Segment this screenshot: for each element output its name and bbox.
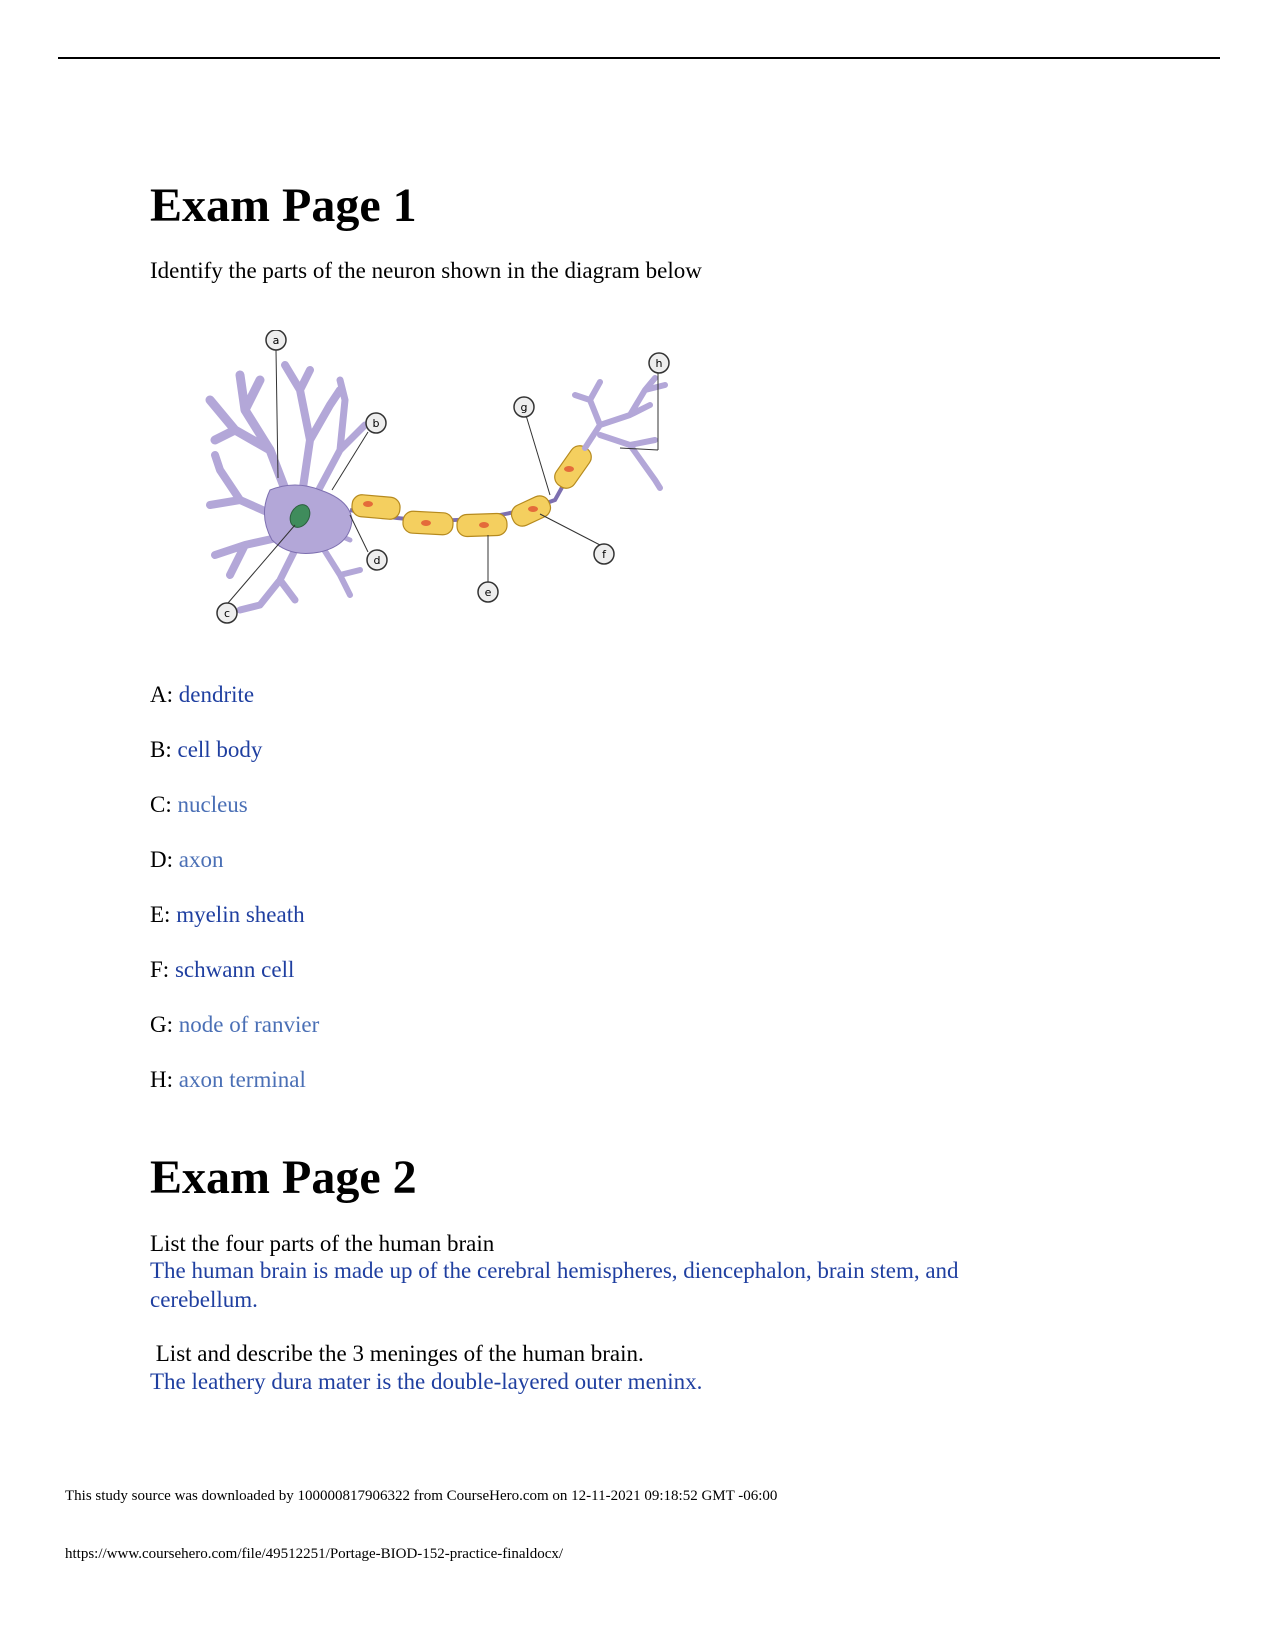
label-f <box>594 544 614 564</box>
answer-b <box>150 735 262 764</box>
answer-a-letter: A: <box>150 682 173 707</box>
axon-terminals <box>575 378 665 488</box>
label-b <box>366 413 386 433</box>
label-e <box>478 582 498 602</box>
answer-d-text: axon <box>178 847 224 872</box>
label-h <box>649 353 669 373</box>
neuron-diagram <box>200 330 720 660</box>
meninges-answer: The leathery dura mater is the double-layered outer meninx. <box>150 1369 703 1394</box>
label-d-text: d <box>373 554 381 567</box>
answer-h-letter: H: <box>150 1067 173 1092</box>
answer-f-letter: F: <box>150 957 170 982</box>
label-c <box>217 603 237 623</box>
answer-a <box>150 680 254 709</box>
meninges-question: List and describe the 3 meninges of the human brain. <box>150 1341 644 1366</box>
label-f-text: f <box>602 548 606 561</box>
answer-e-letter: E: <box>150 902 171 927</box>
answer-g <box>150 1010 319 1039</box>
label-g <box>514 397 534 417</box>
top-rule <box>58 57 1220 59</box>
answer-a-text: dendrite <box>178 682 255 707</box>
brain-parts-question: List the four parts of the human brain <box>150 1231 495 1256</box>
label-a <box>266 330 286 350</box>
label-h-text: h <box>655 357 663 370</box>
answer-b-text: cell body <box>177 737 263 762</box>
answer-h-text: axon terminal <box>178 1067 306 1092</box>
download-note: This study source was downloaded by 100000817906322 from CourseHero.com on 12-11-2021 09:18:52 GMT -06:00 <box>65 1488 778 1504</box>
answer-f <box>150 955 294 984</box>
source-url[interactable]: https://www.coursehero.com/file/49512251/Portage-BIOD-152-practice-finaldocx/ <box>65 1546 564 1562</box>
label-g-text: g <box>520 401 528 414</box>
neuron-prompt: Identify the parts of the neuron shown in the diagram below <box>150 258 702 283</box>
answer-f-text: schwann cell <box>174 957 295 982</box>
label-c-text: c <box>223 607 231 620</box>
label-d <box>367 550 387 570</box>
answer-e <box>150 900 305 929</box>
answer-c-letter: C: <box>150 792 172 817</box>
answer-e-text: myelin sheath <box>176 902 305 927</box>
label-b-text: b <box>372 417 380 430</box>
answer-h <box>150 1065 306 1094</box>
answer-d <box>150 845 223 874</box>
answer-g-letter: G: <box>150 1012 173 1037</box>
answer-g-text: node of ranvier <box>178 1012 320 1037</box>
answer-c <box>150 790 248 819</box>
neuron-cell <box>210 365 665 610</box>
exam-page-2-title: Exam Page 2 <box>150 1151 417 1204</box>
answer-d-letter: D: <box>150 847 173 872</box>
answer-c-text: nucleus <box>177 792 248 817</box>
myelin-sheath <box>351 442 595 537</box>
label-a-text: a <box>272 334 280 347</box>
exam-page-1-title: Exam Page 1 <box>150 179 417 232</box>
label-e-text: e <box>484 586 492 599</box>
brain-parts-answer: The human brain is made up of the cerebral hemispheres, diencephalon, brain stem, and cerebellum. <box>150 1258 959 1312</box>
answer-b-letter: B: <box>150 737 172 762</box>
